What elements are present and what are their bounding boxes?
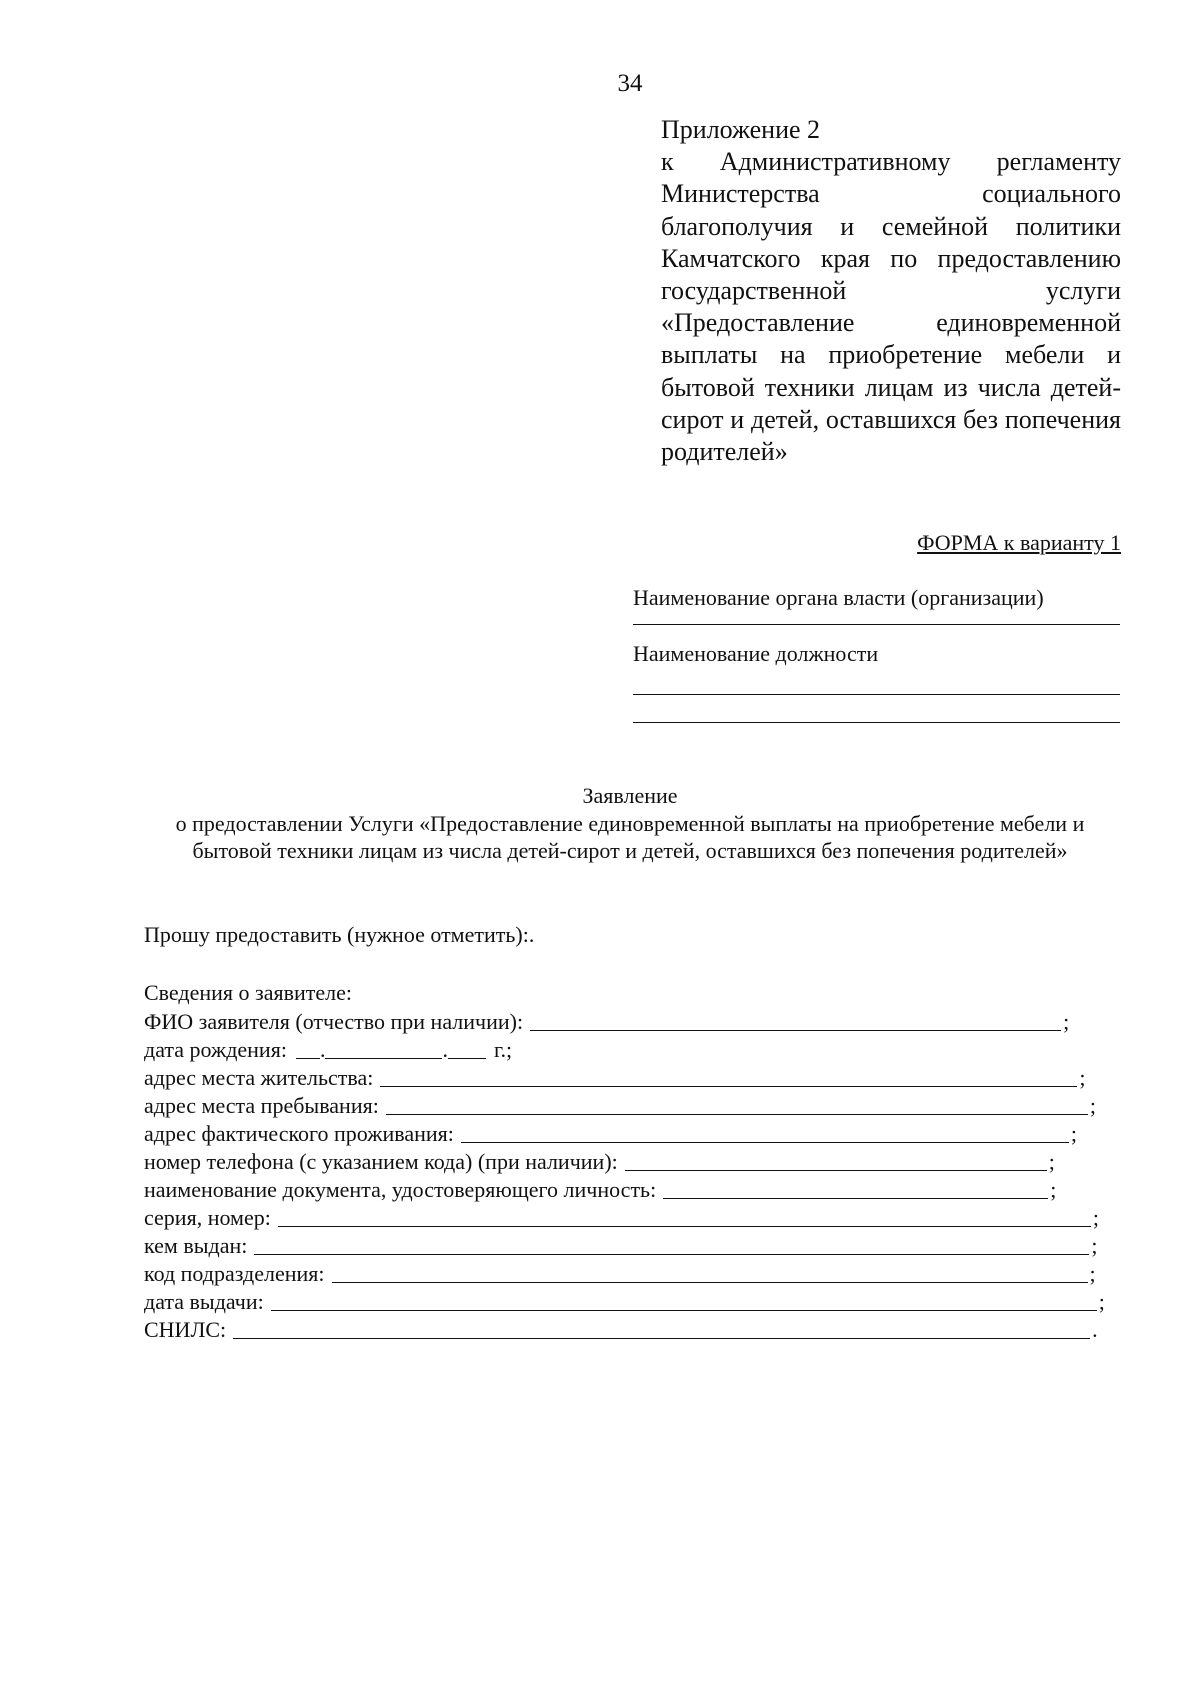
authority-block [633, 584, 1121, 625]
field-fio-input-line[interactable] [530, 1010, 1061, 1031]
field-issue-date-input-line[interactable] [271, 1290, 1097, 1311]
field-issue-date-label: дата выдачи: [144, 1289, 264, 1314]
birth-year-input-line[interactable] [448, 1038, 486, 1059]
field-actual-address-label: адрес фактического проживания: [144, 1121, 454, 1146]
field-id-document [144, 1175, 1144, 1203]
applicant-info-header: Сведения о заявителе: [144, 980, 353, 1005]
applicant-fields [144, 1007, 1144, 1343]
position-input-line-1[interactable] [633, 668, 1120, 695]
field-stay-address [144, 1091, 1144, 1119]
field-fio-label: ФИО заявителя (отчество при наличии): [144, 1009, 524, 1034]
field-actual-address [144, 1119, 1144, 1147]
field-division-code [144, 1259, 1144, 1287]
field-birth-date [144, 1035, 1144, 1063]
position-input-line-2[interactable] [633, 695, 1120, 723]
field-phone-end: ; [1048, 1149, 1055, 1174]
appendix-title: Приложение 2 [661, 115, 821, 144]
birth-date-dot-1: . [319, 1037, 326, 1062]
birth-date-suffix: г.; [493, 1037, 513, 1062]
field-stay-address-input-line[interactable] [386, 1094, 1088, 1115]
authority-input-line[interactable] [633, 612, 1120, 625]
field-issued-by-label: кем выдан: [144, 1233, 248, 1258]
field-id-document-input-line[interactable] [663, 1178, 1048, 1199]
field-fio-end: ; [1063, 1009, 1070, 1034]
appendix-body: к Административному регламенту Министерства социального благополучия и семейной политики Камчатского края по предоставлению государственной услуги «Предоставление единовременной выплаты на приобретение мебели и бытовой техники лицам из числа детей-сирот и детей, оставшихся без попечения родителей» [661, 147, 1121, 467]
field-snils-label: СНИЛС: [144, 1317, 227, 1342]
statement-title: Заявление [582, 783, 678, 808]
statement-heading [140, 782, 1120, 865]
field-stay-address-label: адрес места пребывания: [144, 1093, 379, 1118]
field-issue-date [144, 1287, 1144, 1315]
page-number: 34 [617, 70, 643, 97]
field-stay-address-end: ; [1089, 1093, 1096, 1118]
field-issued-by [144, 1231, 1144, 1259]
position-label: Наименование должности [633, 641, 879, 666]
field-residence-address-input-line[interactable] [380, 1066, 1077, 1087]
field-division-code-end: ; [1089, 1261, 1096, 1286]
field-issued-by-end: ; [1091, 1233, 1098, 1258]
birth-date-dot-2: . [442, 1037, 448, 1062]
field-snils-end: . [1092, 1317, 1098, 1342]
field-phone [144, 1147, 1144, 1175]
position-block [633, 640, 1121, 723]
field-residence-address-end: ; [1079, 1065, 1086, 1090]
field-series-number-end: ; [1092, 1205, 1099, 1230]
field-division-code-input-line[interactable] [332, 1262, 1088, 1283]
appendix-block [661, 114, 1121, 468]
field-issue-date-end: ; [1098, 1289, 1105, 1314]
field-series-number [144, 1203, 1144, 1231]
field-series-number-label: серия, номер: [144, 1205, 271, 1230]
field-snils-input-line[interactable] [233, 1318, 1090, 1339]
field-residence-address [144, 1063, 1144, 1091]
request-text: Прошу предоставить (нужное отметить):. [144, 922, 535, 947]
field-division-code-label: код подразделения: [144, 1261, 325, 1286]
birth-month-input-line[interactable] [325, 1038, 442, 1059]
field-id-document-label: наименование документа, удостоверяющего личность: [144, 1177, 657, 1202]
field-phone-input-line[interactable] [625, 1150, 1047, 1171]
authority-label: Наименование органа власти (организации) [633, 585, 1044, 610]
statement-subtitle: о предоставлении Услуги «Предоставление единовременной выплаты на приобретение мебели и бытовой техники лицам из числа детей-сирот и детей, оставшихся без попечения родителей» [175, 810, 1085, 863]
birth-day-input-line[interactable] [296, 1038, 320, 1059]
field-actual-address-end: ; [1070, 1121, 1077, 1146]
field-actual-address-input-line[interactable] [461, 1122, 1069, 1143]
field-fio [144, 1007, 1144, 1035]
field-birth-date-label: дата рождения: [144, 1037, 287, 1062]
field-residence-address-label: адрес места жительства: [144, 1065, 374, 1090]
field-issued-by-input-line[interactable] [254, 1234, 1089, 1255]
field-phone-label: номер телефона (с указанием кода) (при наличии): [144, 1149, 618, 1174]
form-variant-label: ФОРМА к варианту 1 [917, 530, 1121, 555]
field-snils [144, 1315, 1144, 1343]
field-series-number-input-line[interactable] [278, 1206, 1091, 1227]
field-id-document-end: ; [1050, 1177, 1057, 1202]
